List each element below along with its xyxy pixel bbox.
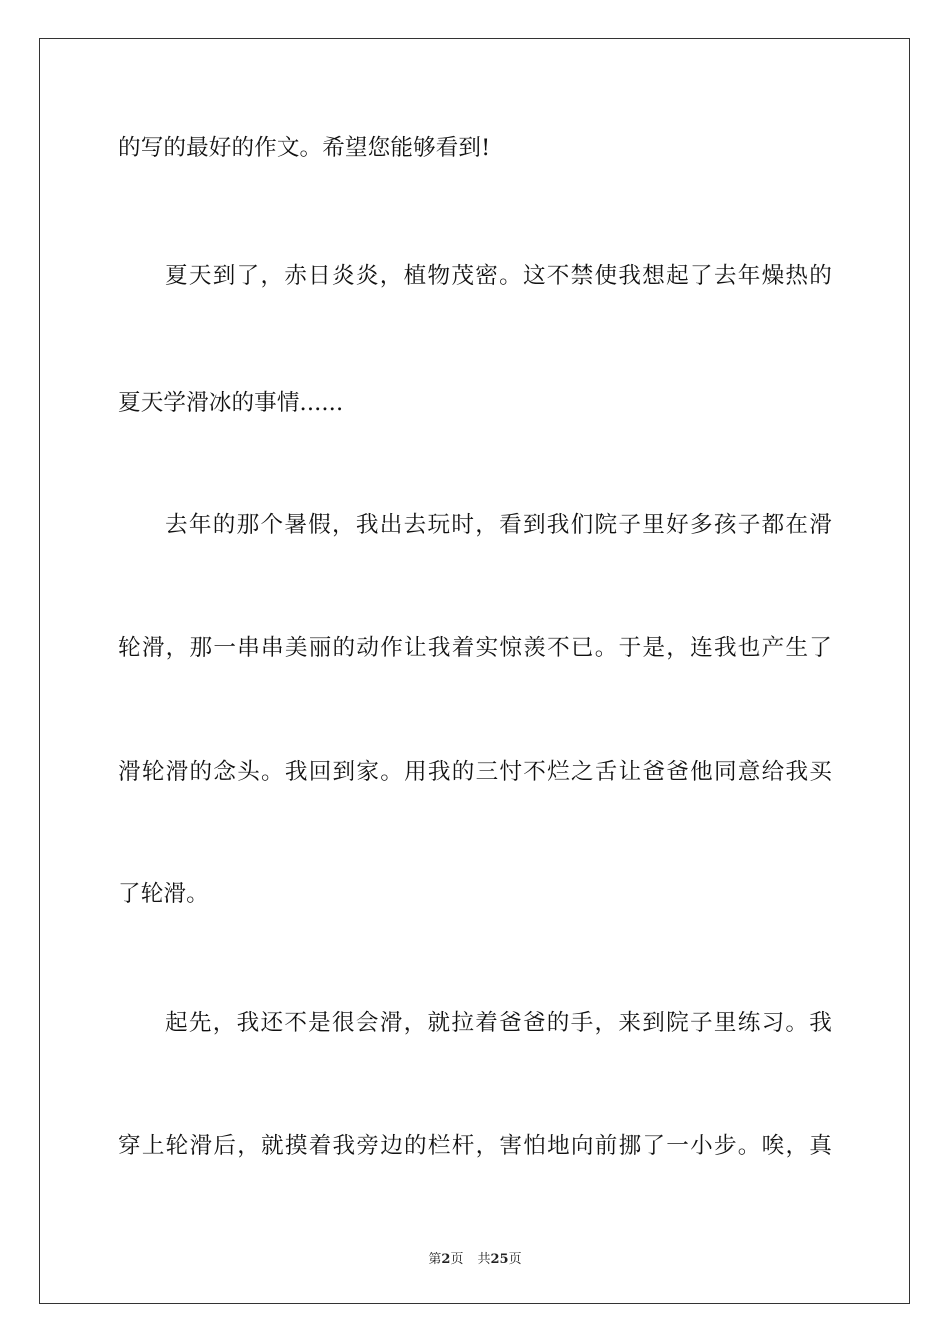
- footer-page-prefix: 第: [428, 1252, 442, 1267]
- footer-page-number: 2: [441, 1252, 451, 1267]
- text-line-1: 的写的最好的作文。希望您能够看到!: [118, 135, 491, 161]
- footer-total-prefix: 共: [477, 1252, 491, 1267]
- text-line-7: 了轮滑。: [118, 881, 209, 907]
- page-footer: [0, 1248, 950, 1267]
- footer-page-suffix: 页: [450, 1252, 464, 1267]
- page-frame: [39, 38, 910, 1304]
- text-line-8: 起先，我还不是很会滑，就拉着爸爸的手，来到院子里练习。我: [165, 1010, 832, 1036]
- text-line-9: 穿上轮滑后，就摸着我旁边的栏杆，害怕地向前挪了一小步。唉，真: [118, 1133, 832, 1159]
- text-line-5: 轮滑，那一串串美丽的动作让我着实惊羡不已。于是，连我也产生了: [118, 635, 832, 661]
- footer-total-suffix: 页: [508, 1252, 522, 1267]
- footer-total-pages: 25: [490, 1252, 509, 1267]
- text-line-4: 去年的那个暑假，我出去玩时，看到我们院子里好多孩子都在滑: [165, 512, 832, 538]
- text-line-6: 滑轮滑的念头。我回到家。用我的三忖不烂之舌让爸爸他同意给我买: [118, 759, 832, 785]
- text-line-2: 夏天到了，赤日炎炎，植物茂密。这不禁使我想起了去年燥热的: [165, 263, 832, 289]
- text-line-3: 夏天学滑冰的事情......: [118, 390, 344, 416]
